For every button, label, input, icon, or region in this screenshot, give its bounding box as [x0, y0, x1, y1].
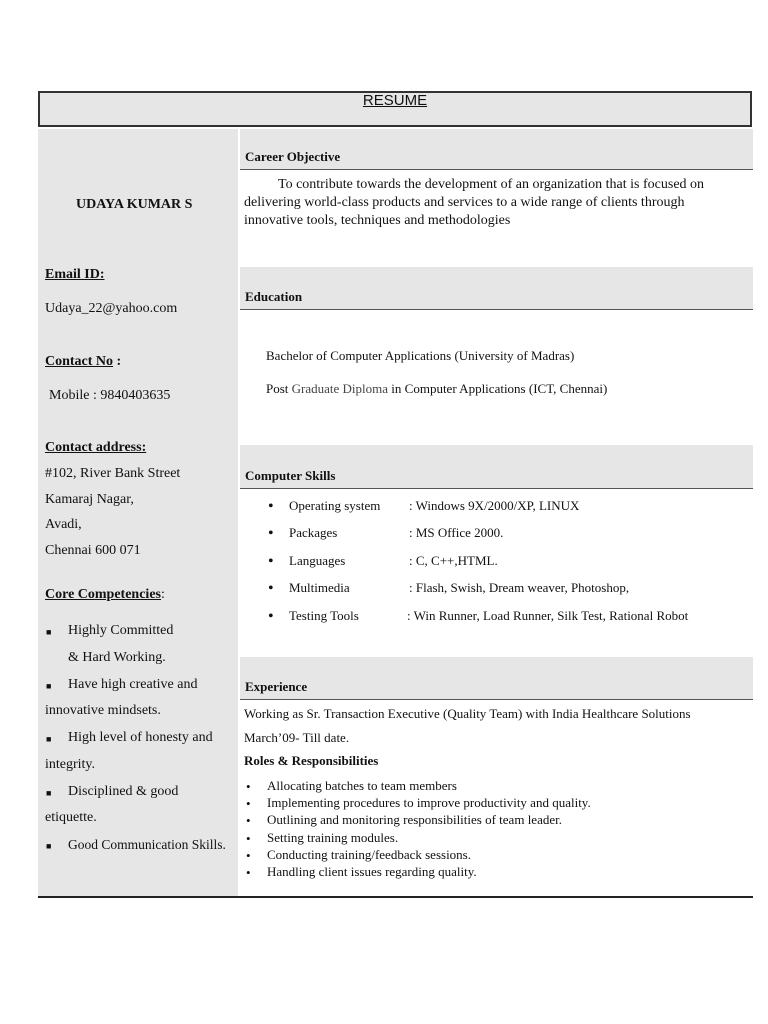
bullet-icon: •: [268, 580, 274, 597]
bullet-icon: •: [246, 865, 251, 880]
address-line: Chennai 600 071: [45, 543, 141, 558]
square-bullet-icon: ■: [46, 788, 52, 798]
section-title: Computer Skills: [245, 468, 336, 483]
role-item: Conducting training/feedback sessions.: [267, 847, 471, 862]
section-title: Experience: [245, 679, 308, 694]
education-header: [240, 267, 753, 310]
competency-item-cont: etiquette.: [45, 810, 97, 825]
square-bullet-icon: ■: [46, 841, 52, 851]
career-objective-text: To contribute towards the development of an organization that is focused on delivering world-class products and services to a wide range of clients through innovative tools, techniques and methodologies: [244, 177, 705, 228]
competency-item-cont: & Hard Working.: [68, 650, 166, 665]
competencies-label-wrap: [45, 587, 165, 603]
education-item-text: Post: [266, 381, 292, 396]
skill-key: Testing Tools: [289, 608, 359, 623]
bullet-icon: •: [246, 796, 251, 811]
roles-title: Roles & Responsibilities: [244, 753, 379, 768]
skill-value: : Flash, Swish, Dream weaver, Photoshop,: [409, 580, 630, 595]
contact-label-wrap: [45, 354, 121, 370]
address-label: Contact address:: [45, 440, 147, 455]
square-bullet-icon: ■: [46, 681, 52, 691]
bottom-divider: [38, 896, 753, 898]
candidate-name: UDAYA KUMAR S: [76, 197, 193, 212]
experience-date: March’09- Till date.: [244, 730, 350, 745]
address-line: Kamaraj Nagar,: [45, 492, 134, 507]
skill-value: : Windows 9X/2000/XP, LINUX: [409, 498, 580, 513]
bullet-icon: •: [246, 831, 251, 846]
competencies-label: Core Competencies: [45, 587, 161, 602]
square-bullet-icon: ■: [46, 627, 52, 637]
bullet-icon: •: [268, 608, 274, 625]
address-line: #102, River Bank Street: [45, 466, 181, 481]
bullet-icon: •: [246, 813, 251, 828]
skill-key: Packages: [289, 525, 338, 540]
education-item-text: in Computer Applications (ICT, Chennai): [388, 381, 608, 396]
section-title: Education: [245, 289, 303, 304]
square-bullet-icon: ■: [46, 734, 52, 744]
experience-line: Working as Sr. Transaction Executive (Quality Team) with India Healthcare Solutions: [244, 706, 691, 721]
skill-value: : Win Runner, Load Runner, Silk Test, Rational Robot: [407, 608, 689, 623]
bullet-icon: •: [246, 848, 251, 863]
role-item: Setting training modules.: [267, 830, 399, 845]
left-column: [38, 129, 238, 897]
career-objective-header: [240, 129, 753, 170]
email-label: Email ID:: [45, 267, 105, 282]
email-value: Udaya_22@yahoo.com: [45, 301, 178, 316]
mobile-value: Mobile : 9840403635: [49, 388, 171, 403]
competency-item: High level of honesty and: [68, 730, 213, 745]
skill-value: : MS Office 2000.: [409, 525, 504, 540]
bullet-icon: •: [268, 498, 274, 515]
role-item: Handling client issues regarding quality.: [267, 864, 477, 879]
skill-value: : C, C++,HTML.: [409, 553, 498, 568]
education-item-highlight: Graduate Diploma: [291, 381, 389, 396]
computer-skills-header: [240, 445, 753, 489]
contact-label: Contact No: [45, 354, 114, 369]
section-title: Career Objective: [245, 149, 341, 164]
competency-item: Disciplined & good: [68, 784, 179, 799]
role-item: Implementing procedures to improve productivity and quality.: [267, 795, 591, 810]
contact-colon: :: [113, 354, 122, 369]
skill-key: Operating system: [289, 498, 381, 513]
bullet-icon: •: [246, 779, 251, 794]
bullet-icon: •: [268, 553, 274, 570]
competency-item-cont: innovative mindsets.: [45, 703, 161, 718]
experience-header: [240, 657, 753, 700]
role-item: Outlining and monitoring responsibilities of team leader.: [267, 812, 562, 827]
competency-item: Have high creative and: [68, 677, 198, 692]
competencies-colon: :: [161, 587, 165, 602]
role-item: Allocating batches to team members: [267, 778, 457, 793]
education-item: [266, 348, 574, 364]
address-line: Avadi,: [45, 517, 82, 532]
education-item: [266, 381, 607, 397]
page-title: RESUME: [362, 92, 428, 109]
education-item-text: Bachelor of Computer Applications (University of Madras): [266, 348, 575, 363]
competency-item-cont: integrity.: [45, 757, 96, 772]
skill-key: Multimedia: [289, 580, 350, 595]
competency-item: Highly Committed: [68, 623, 174, 638]
skill-key: Languages: [289, 553, 346, 568]
bullet-icon: •: [268, 525, 274, 542]
competency-item: Good Communication Skills.: [68, 837, 226, 852]
